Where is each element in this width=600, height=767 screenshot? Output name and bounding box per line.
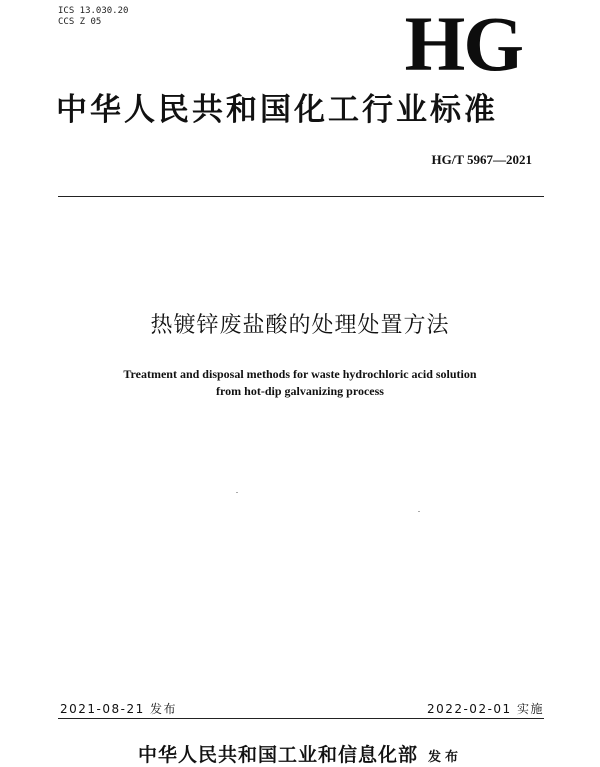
standard-category: 中华人民共和国化工行业标准 — [56, 92, 498, 128]
standard-number: HG/T 5967—2021 — [431, 152, 532, 167]
title-english-line-1: Treatment and disposal methods for waste hydrochloric acid solution — [123, 367, 477, 381]
classification-codes — [58, 6, 128, 28]
implement-date: 2022-02-01 实施 — [426, 702, 544, 716]
hg-logo: HG — [404, 0, 522, 87]
scan-speck — [418, 511, 420, 512]
title-chinese: 热镀锌废盐酸的处理处置方法 — [150, 313, 450, 338]
title-english-line-2: from hot-dip galvanizing process — [216, 384, 384, 398]
publish-date: 2021-08-21 发布 — [60, 702, 178, 716]
footer-divider — [58, 718, 544, 719]
header-divider — [58, 196, 544, 197]
issuer-action: 发布 — [428, 750, 463, 765]
scan-speck — [236, 492, 238, 493]
issuing-authority — [0, 740, 600, 767]
ccs-code: CCS Z 05 — [58, 17, 102, 27]
ics-code: ICS 13.030.20 — [58, 6, 129, 16]
title-english — [0, 366, 600, 400]
issuer-name: 中华人民共和国工业和信息化部 — [137, 744, 418, 766]
